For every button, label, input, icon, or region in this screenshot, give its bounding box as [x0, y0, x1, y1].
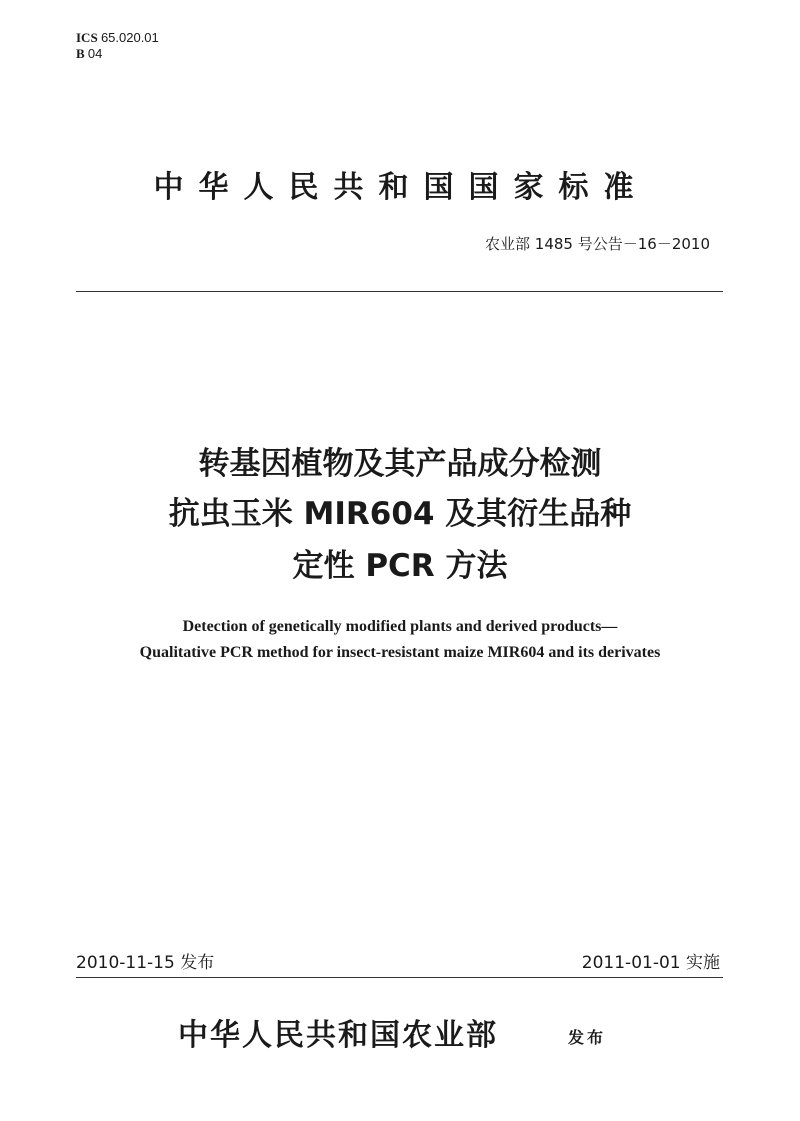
ccs-label: B	[76, 46, 85, 61]
publish-label: 发布	[568, 1028, 607, 1047]
title-en-line1: Detection of genetically modified plants and derived products—	[182, 618, 618, 635]
implementation-date: 2011-01-01 实施	[581, 953, 720, 973]
top-divider	[76, 291, 723, 292]
title-zh-line2: 抗虫玉米 MIR604 及其衍生品种	[168, 496, 632, 532]
standard-title: 中华人民共和国国家标准	[153, 170, 649, 205]
title-zh-line3: 定性 PCR 方法	[292, 548, 508, 584]
ics-number: 65.020.01	[100, 30, 159, 45]
ccs-code	[76, 46, 102, 62]
ics-code	[76, 30, 159, 46]
publisher: 中华人民共和国农业部	[178, 1018, 498, 1053]
issue-date: 2010-11-15 发布	[76, 953, 215, 973]
ccs-number: 04	[87, 46, 103, 61]
ics-label: ICS	[76, 30, 98, 45]
title-en-line2: Qualitative PCR method for insect-resistant maize MIR604 and its derivates	[139, 644, 661, 661]
bottom-divider	[76, 977, 723, 978]
standard-number: 农业部 1485 号公告－16－2010	[485, 235, 710, 253]
title-zh-line1: 转基因植物及其产品成分检测	[198, 446, 602, 482]
